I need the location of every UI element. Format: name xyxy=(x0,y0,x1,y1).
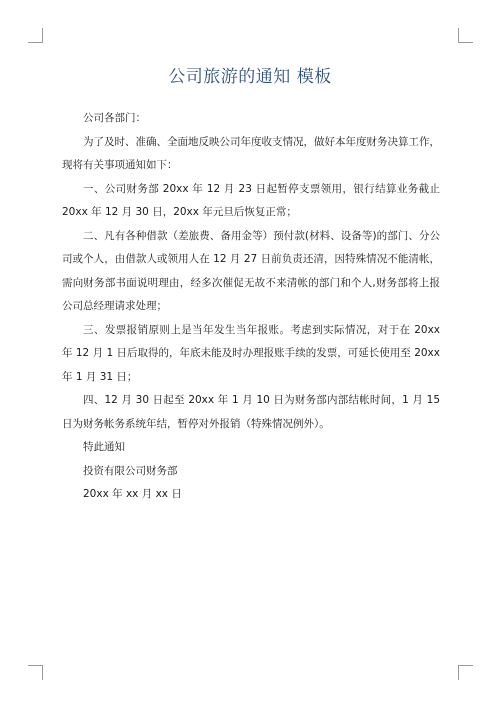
crop-mark-bottom-left xyxy=(28,665,43,680)
closing: 特此通知 xyxy=(83,441,125,453)
greeting: 公司各部门： xyxy=(83,112,146,124)
document-title: 公司旅游的通知 模板 xyxy=(168,67,332,87)
document-body xyxy=(62,107,440,507)
crop-mark-top-left xyxy=(28,28,43,43)
paragraph-item-1: 一、公司财务部 20xx 年 12 月 23 日起暂停支票领用，银行结算业务截止 20xx 年 12 月 30 日，20xx 年元旦后恢复正常； xyxy=(62,182,440,218)
crop-mark-bottom-right xyxy=(458,665,473,680)
crop-mark-top-right xyxy=(458,28,473,43)
paragraph-intro: 为了及时、准确、全面地反映公司年度收支情况，做好本年度财务决算工作，现将有关事项通知如下： xyxy=(62,135,440,171)
signature: 投资有限公司财务部 xyxy=(83,464,178,477)
paragraph-item-3: 三、发票报销原则上是当年发生当年报账。考虑到实际情况，对于在 20xx 年 12 月 1 日后取得的，年底未能及时办理报账手续的发票，可延长使用至 20xx 年 1 月 31 日； xyxy=(62,323,440,383)
date: 20xx 年 xx 月 xx 日 xyxy=(83,488,182,500)
paragraph-item-2: 二、凡有各种借款（差旅费、备用金等）预付款(材料、设备等)的部门、分公司或个人，由借款人或领用人在 12 月 27 日前负责还清，因特殊情况不能清帐，需向财务部书面说明理由，经多次催促无故不来清帐的部门和个人,财务部将上报公司总经理请求处理； xyxy=(62,229,440,312)
paragraph-item-4: 四、12 月 30 日起至 20xx 年 1 月 10 日为财务部内部结帐时间，1 月 15 日为财务帐务系统年结，暂停对外报销（特殊情况例外）。 xyxy=(62,394,440,430)
